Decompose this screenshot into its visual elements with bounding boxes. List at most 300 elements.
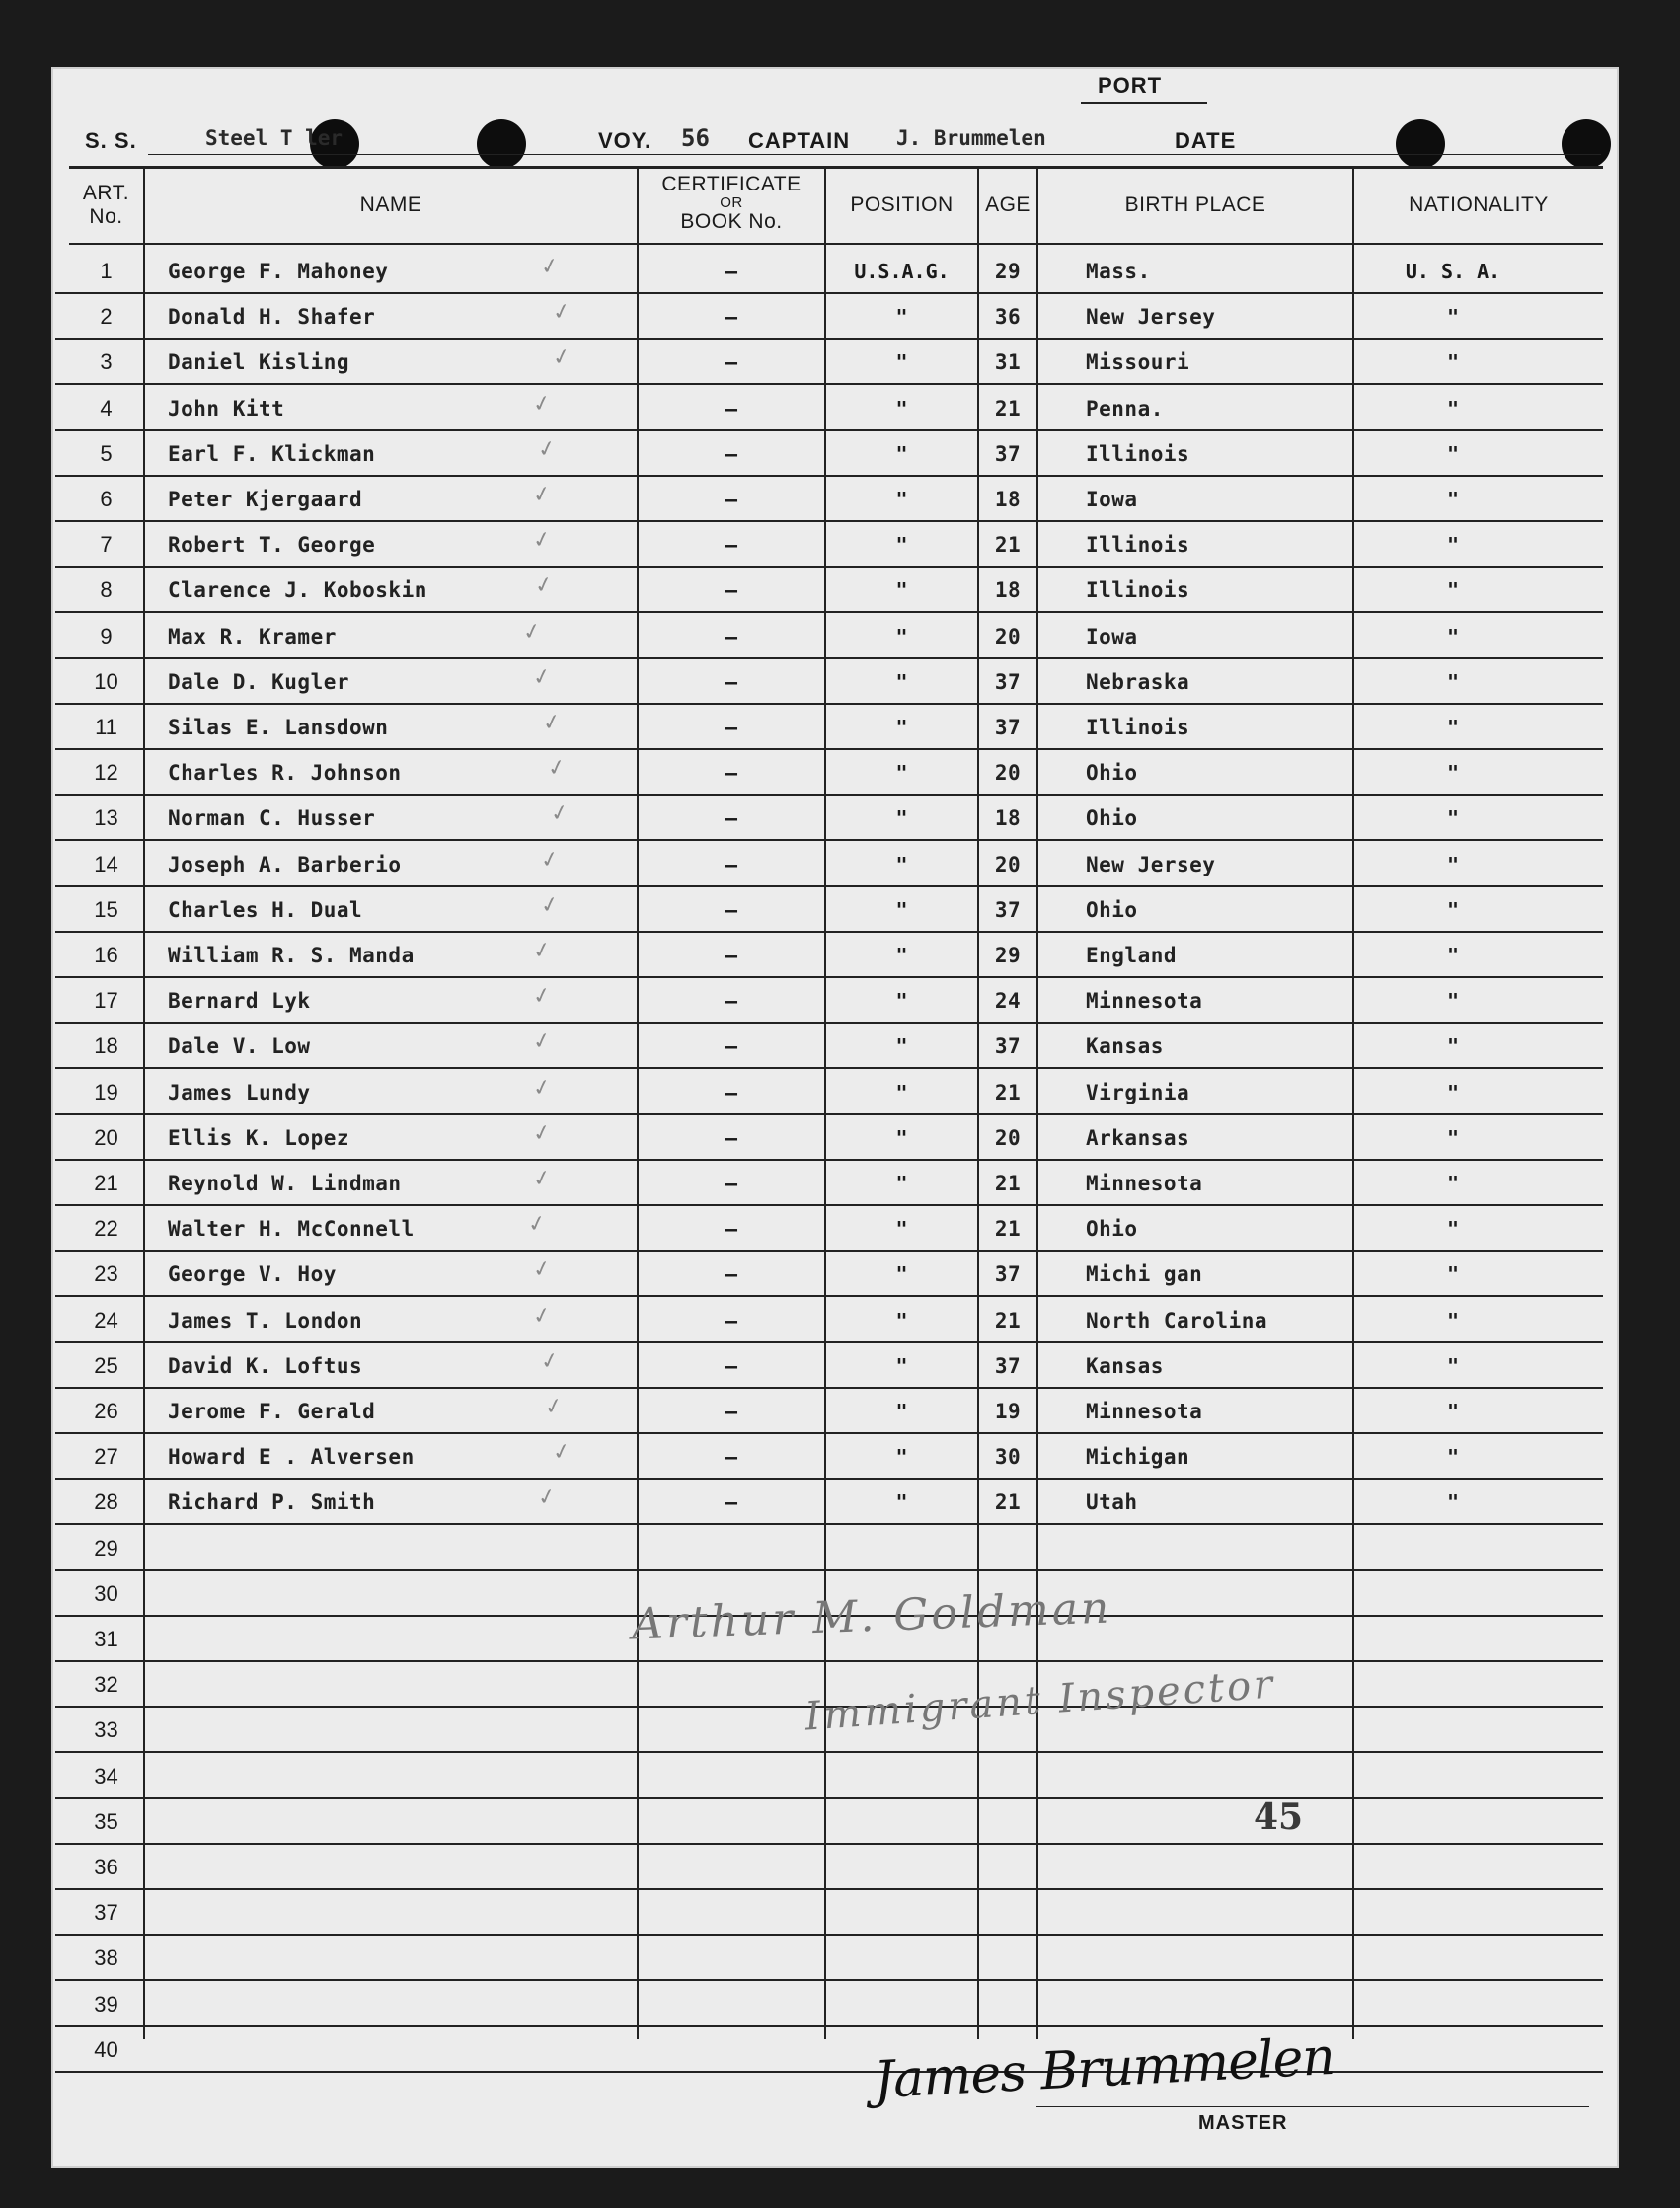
position-cell: " [895, 350, 908, 375]
art-no-cell: 15 [94, 896, 118, 922]
name-cell [168, 1845, 632, 1890]
col-header-certificate-line3: BOOK No. [680, 210, 783, 233]
certificate-cell: – [725, 944, 738, 967]
checkmark-icon: ✓ [530, 1028, 554, 1057]
art-no-cell: 33 [94, 1717, 118, 1743]
birth-place-cell [1086, 1526, 1352, 1571]
nationality-cell: " [1446, 1353, 1460, 1378]
certificate-cell [639, 1662, 824, 1708]
certificate-cell: – [725, 1490, 738, 1515]
voy-value: 56 [681, 124, 710, 152]
name-cell: Donald H. Shafer [168, 305, 376, 330]
nationality-cell: " [1446, 716, 1460, 739]
table-row [0, 294, 1680, 340]
table-row [0, 750, 1680, 796]
age-cell: 21 [994, 1080, 1022, 1104]
art-no-cell: 4 [100, 395, 113, 420]
nationality-cell: " [1446, 1217, 1460, 1242]
birth-place-cell: Iowa [1086, 488, 1138, 511]
art-no-cell: 25 [94, 1352, 118, 1378]
port-label: PORT [1098, 73, 1163, 98]
birth-place-cell [1086, 1982, 1352, 2027]
name-cell: Walter H. McConnell [168, 1217, 415, 1242]
certificate-cell: – [725, 1308, 738, 1332]
nationality-cell [1354, 1799, 1552, 1845]
certificate-cell: – [725, 1262, 738, 1287]
age-cell: 37 [994, 1353, 1022, 1378]
age-cell [979, 1890, 1036, 1936]
table-row [0, 1982, 1680, 2027]
nationality-cell: " [1446, 1490, 1460, 1515]
name-cell: Clarence J. Koboskin [168, 578, 427, 603]
table-row [0, 1206, 1680, 1252]
checkmark-icon: ✓ [530, 1165, 554, 1193]
name-cell [168, 1982, 632, 2027]
position-cell: U.S.A.G. [854, 260, 950, 283]
birth-place-cell: North Carolina [1086, 1308, 1268, 1332]
art-no-cell: 18 [94, 1033, 118, 1059]
certificate-cell: – [725, 1034, 738, 1059]
age-cell [979, 1526, 1036, 1571]
name-cell: Ellis K. Lopez [168, 1125, 350, 1150]
art-no-cell: 17 [94, 988, 118, 1014]
table-row [0, 522, 1680, 568]
age-cell: 37 [994, 1034, 1022, 1059]
nationality-cell: " [1446, 944, 1460, 967]
birth-place-cell: Ohio [1086, 761, 1138, 786]
age-cell: 18 [994, 806, 1022, 831]
position-cell: " [895, 761, 908, 786]
art-no-cell: 34 [94, 1763, 118, 1789]
art-no-cell: 11 [95, 715, 117, 739]
birth-place-cell [1086, 1890, 1352, 1936]
table-row [0, 1526, 1680, 1571]
certificate-cell [639, 1936, 824, 1981]
table-row [0, 1845, 1680, 1890]
certificate-cell: – [725, 989, 738, 1014]
age-cell: 21 [994, 533, 1022, 558]
birth-place-cell: Kansas [1086, 1353, 1164, 1378]
age-cell: 21 [994, 1308, 1022, 1332]
checkmark-icon: ✓ [530, 1301, 554, 1331]
table-row [0, 705, 1680, 750]
row-rule [55, 2071, 1603, 2073]
position-cell: " [895, 396, 908, 420]
position-cell: " [895, 1400, 908, 1423]
name-cell: Peter Kjergaard [168, 488, 363, 511]
age-cell: 37 [994, 669, 1022, 694]
table-row [0, 842, 1680, 887]
art-no-cell: 35 [94, 1808, 118, 1834]
certificate-cell: – [725, 1353, 738, 1378]
nationality-cell: " [1446, 1400, 1460, 1423]
col-header-certificate-line1: CERTIFICATE [661, 173, 802, 195]
position-cell: " [895, 533, 908, 558]
birth-place-cell [1086, 1571, 1352, 1617]
position-cell: " [895, 669, 908, 694]
punch-hole-right [1396, 119, 1445, 169]
nationality-cell [1354, 1708, 1552, 1753]
art-no-cell: 26 [94, 1399, 118, 1423]
age-cell: 19 [994, 1400, 1022, 1423]
nationality-cell: " [1446, 989, 1460, 1014]
checkmark-icon: ✓ [530, 481, 554, 509]
table-row [0, 796, 1680, 841]
birth-place-cell: Minnesota [1086, 1172, 1203, 1195]
certificate-cell: – [725, 350, 738, 375]
checkmark-icon: ✓ [530, 389, 554, 419]
birth-place-cell: Illinois [1086, 441, 1190, 466]
position-cell [826, 1845, 977, 1890]
certificate-cell: – [725, 852, 738, 876]
nationality-cell [1354, 1845, 1552, 1890]
name-cell: Earl F. Klickman [168, 441, 376, 466]
birth-place-cell [1086, 1799, 1352, 1845]
name-cell: James T. London [168, 1308, 363, 1332]
nationality-cell: " [1446, 488, 1460, 511]
table-row [0, 1480, 1680, 1525]
age-cell: 29 [994, 944, 1022, 967]
nationality-cell: " [1446, 1034, 1460, 1059]
birth-place-cell: Iowa [1086, 624, 1138, 648]
checkmark-icon: ✓ [538, 253, 562, 281]
certificate-cell: – [725, 1125, 738, 1150]
certificate-cell [639, 1890, 824, 1936]
nationality-cell: " [1446, 897, 1460, 922]
age-cell: 24 [994, 989, 1022, 1014]
checkmark-icon: ✓ [550, 343, 573, 373]
nationality-cell: " [1446, 1080, 1460, 1104]
checkmark-icon: ✓ [530, 1256, 554, 1285]
certificate-cell: – [725, 1217, 738, 1242]
name-cell: Charles H. Dual [168, 897, 363, 922]
art-no-cell: 40 [94, 2036, 118, 2062]
age-cell: 20 [994, 624, 1022, 648]
checkmark-icon: ✓ [530, 526, 554, 555]
checkmark-icon: ✓ [530, 663, 554, 692]
table-row [0, 1754, 1680, 1799]
certificate-cell [639, 1526, 824, 1571]
checkmark-icon: ✓ [545, 754, 569, 783]
position-cell [826, 1799, 977, 1845]
table-row [0, 1024, 1680, 1069]
nationality-cell: " [1446, 350, 1460, 375]
col-header-art-no [69, 182, 143, 229]
table-row [0, 1389, 1680, 1434]
name-cell [168, 1617, 632, 1662]
certificate-cell: – [725, 716, 738, 739]
certificate-cell: – [725, 1080, 738, 1104]
col-header-art-no-text: ART. No. [82, 182, 130, 228]
position-cell: " [895, 989, 908, 1014]
art-no-cell: 12 [94, 760, 118, 786]
name-cell: Daniel Kisling [168, 350, 350, 375]
name-cell [168, 1708, 632, 1753]
certificate-cell: – [725, 305, 738, 330]
position-cell: " [895, 305, 908, 330]
punch-hole-far-right [1562, 119, 1611, 169]
table-row [0, 659, 1680, 705]
date-label: DATE [1175, 128, 1237, 153]
col-header-nationality: NATIONALITY [1409, 193, 1549, 216]
birth-place-cell: Virginia [1086, 1080, 1190, 1104]
position-cell: " [895, 488, 908, 511]
nationality-cell: " [1446, 1172, 1460, 1195]
certificate-cell: – [725, 761, 738, 786]
stamp-number: 45 [1254, 1796, 1304, 1838]
position-cell: " [895, 1172, 908, 1195]
art-no-cell: 31 [94, 1627, 118, 1651]
birth-place-cell: Arkansas [1086, 1125, 1190, 1150]
age-cell: 31 [994, 350, 1022, 375]
name-cell [168, 1662, 632, 1708]
birth-place-cell: Ohio [1086, 806, 1138, 831]
position-cell: " [895, 1445, 908, 1470]
age-cell [979, 1754, 1036, 1799]
position-cell: " [895, 806, 908, 831]
art-no-cell: 3 [100, 349, 113, 375]
name-cell: Max R. Kramer [168, 624, 337, 648]
table-row [0, 477, 1680, 522]
age-cell: 18 [994, 488, 1022, 511]
age-cell: 20 [994, 1125, 1022, 1150]
certificate-cell [639, 1754, 824, 1799]
nationality-cell [1354, 2027, 1552, 2073]
name-cell [168, 1890, 632, 1936]
table-row [0, 933, 1680, 978]
certificate-cell: – [725, 1445, 738, 1470]
certificate-cell: – [725, 396, 738, 420]
certificate-cell [639, 1982, 824, 2027]
age-cell [979, 1845, 1036, 1890]
captain-value: J. Brummelen [896, 126, 1046, 150]
certificate-cell: – [725, 533, 738, 558]
certificate-cell: – [725, 488, 738, 511]
table-row [0, 2027, 1680, 2073]
position-cell: " [895, 1080, 908, 1104]
table-row [0, 1298, 1680, 1343]
birth-place-cell: New Jersey [1086, 852, 1216, 876]
table-top-rule [69, 166, 1603, 169]
birth-place-cell: Illinois [1086, 716, 1190, 739]
art-no-cell: 29 [94, 1535, 118, 1561]
nationality-cell: " [1446, 806, 1460, 831]
checkmark-icon: ✓ [535, 1484, 559, 1513]
checkmark-icon: ✓ [525, 1210, 549, 1239]
checkmark-icon: ✓ [538, 845, 562, 875]
position-cell: " [895, 1490, 908, 1515]
position-cell: " [895, 897, 908, 922]
name-cell: George F. Mahoney [168, 260, 389, 283]
nationality-cell: " [1446, 761, 1460, 786]
name-cell [168, 1754, 632, 1799]
age-cell: 21 [994, 396, 1022, 420]
master-signature: James Brummelen [872, 2026, 1336, 2111]
checkmark-icon: ✓ [530, 1073, 554, 1103]
captain-label: CAPTAIN [748, 128, 851, 153]
nationality-cell: " [1446, 441, 1460, 466]
art-no-cell: 16 [94, 943, 118, 967]
art-no-cell: 5 [100, 440, 113, 466]
name-cell: Charles R. Johnson [168, 761, 402, 786]
art-no-cell: 36 [94, 1855, 118, 1879]
name-cell: Jerome F. Gerald [168, 1400, 376, 1423]
certificate-cell [639, 1799, 824, 1845]
birth-place-cell: Nebraska [1086, 669, 1190, 694]
age-cell: 21 [994, 1172, 1022, 1195]
art-no-cell: 7 [100, 532, 113, 558]
birth-place-cell: Illinois [1086, 578, 1190, 603]
checkmark-icon: ✓ [542, 1393, 566, 1421]
name-cell: Richard P. Smith [168, 1490, 376, 1515]
certificate-cell: – [725, 1400, 738, 1423]
name-cell: David K. Loftus [168, 1353, 363, 1378]
art-no-cell: 1 [100, 259, 113, 283]
position-cell: " [895, 624, 908, 648]
header-underline [148, 154, 1601, 155]
art-no-cell: 6 [100, 487, 113, 511]
port-line [1081, 102, 1207, 104]
age-cell: 20 [994, 852, 1022, 876]
position-cell [826, 1982, 977, 2027]
name-cell: George V. Hoy [168, 1262, 337, 1287]
age-cell: 21 [994, 1490, 1022, 1515]
name-cell: Robert T. George [168, 533, 376, 558]
col-header-birth-place: BIRTH PLACE [1124, 193, 1266, 216]
table-row [0, 1936, 1680, 1981]
nationality-cell: " [1446, 533, 1460, 558]
position-cell: " [895, 852, 908, 876]
age-cell: 36 [994, 305, 1022, 330]
certificate-cell [639, 2027, 824, 2073]
checkmark-icon: ✓ [548, 799, 572, 829]
position-cell: " [895, 1217, 908, 1242]
position-cell: " [895, 1308, 908, 1332]
checkmark-icon: ✓ [540, 709, 564, 737]
age-cell [979, 1982, 1036, 2027]
certificate-cell: – [725, 806, 738, 831]
position-cell: " [895, 1262, 908, 1287]
birth-place-cell [1086, 1754, 1352, 1799]
col-header-age: AGE [985, 193, 1031, 216]
certificate-cell: – [725, 669, 738, 694]
birth-place-cell [1086, 1936, 1352, 1981]
age-cell: 37 [994, 441, 1022, 466]
certificate-cell: – [725, 624, 738, 648]
name-cell: Reynold W. Lindman [168, 1172, 402, 1195]
art-no-cell: 13 [94, 805, 118, 831]
nationality-cell [1354, 1890, 1552, 1936]
age-cell [979, 1936, 1036, 1981]
position-cell: " [895, 1353, 908, 1378]
checkmark-icon: ✓ [530, 1119, 554, 1148]
name-cell: Dale V. Low [168, 1034, 311, 1059]
art-no-cell: 28 [94, 1489, 118, 1515]
checkmark-icon: ✓ [530, 937, 554, 965]
birth-place-cell: Minnesota [1086, 989, 1203, 1014]
table-row [0, 1890, 1680, 1936]
birth-place-cell: Mass. [1086, 260, 1151, 283]
name-cell: John Kitt [168, 396, 285, 420]
birth-place-cell: Missouri [1086, 350, 1190, 375]
art-no-cell: 8 [100, 577, 113, 603]
checkmark-icon: ✓ [550, 298, 573, 327]
certificate-cell: – [725, 1172, 738, 1195]
art-no-cell: 10 [94, 668, 118, 694]
nationality-cell [1354, 1526, 1552, 1571]
name-cell [168, 1936, 632, 1981]
birth-place-cell [1086, 1845, 1352, 1890]
table-row [0, 1434, 1680, 1480]
age-cell: 21 [994, 1217, 1022, 1242]
checkmark-icon: ✓ [530, 982, 554, 1011]
table-row [0, 1115, 1680, 1161]
certificate-cell [639, 1708, 824, 1753]
checkmark-icon: ✓ [535, 435, 559, 464]
birth-place-cell: Michi gan [1086, 1262, 1203, 1287]
table-row [0, 1070, 1680, 1115]
table-header-rule [69, 243, 1603, 245]
art-no-cell: 37 [94, 1900, 118, 1926]
art-no-cell: 39 [94, 1991, 118, 2017]
position-cell [826, 1936, 977, 1981]
nationality-cell: " [1446, 624, 1460, 648]
name-cell: Silas E. Lansdown [168, 716, 389, 739]
age-cell [979, 1799, 1036, 1845]
certificate-cell: – [725, 441, 738, 466]
name-cell: Bernard Lyk [168, 989, 311, 1014]
nationality-cell: " [1446, 1262, 1460, 1287]
col-header-certificate-line2: OR [720, 194, 743, 211]
nationality-cell: " [1446, 1125, 1460, 1150]
nationality-cell: U. S. A. [1405, 260, 1501, 283]
age-cell: 29 [994, 260, 1022, 283]
birth-place-cell: Penna. [1086, 396, 1164, 420]
master-label: MASTER [1198, 2112, 1288, 2134]
certificate-cell [639, 1845, 824, 1890]
birth-place-cell [1086, 1617, 1352, 1662]
col-header-name: NAME [359, 193, 422, 216]
position-cell: " [895, 1034, 908, 1059]
col-header-position: POSITION [850, 193, 954, 216]
position-cell: " [895, 578, 908, 603]
position-cell: " [895, 1125, 908, 1150]
position-cell [826, 1890, 977, 1936]
position-cell: " [895, 944, 908, 967]
art-no-cell: 24 [94, 1307, 118, 1332]
name-cell: Joseph A. Barberio [168, 852, 402, 876]
punch-hole-mid [477, 119, 526, 169]
certificate-cell: – [725, 897, 738, 922]
position-cell: " [895, 716, 908, 739]
age-cell: 20 [994, 761, 1022, 786]
art-no-cell: 9 [100, 623, 113, 648]
name-cell: Howard E . Alversen [168, 1445, 415, 1470]
master-signature-line [1036, 2106, 1589, 2107]
age-cell: 18 [994, 578, 1022, 603]
name-cell [168, 1799, 632, 1845]
name-cell [168, 1571, 632, 1617]
birth-place-cell: England [1086, 944, 1178, 967]
certificate-cell: – [725, 260, 738, 283]
art-no-cell: 23 [94, 1261, 118, 1287]
table-row [0, 431, 1680, 477]
checkmark-icon: ✓ [532, 571, 556, 601]
age-cell: 37 [994, 1262, 1022, 1287]
ss-value: Steel T ler [205, 126, 344, 150]
birth-place-cell: New Jersey [1086, 305, 1216, 330]
art-no-cell: 27 [94, 1444, 118, 1470]
